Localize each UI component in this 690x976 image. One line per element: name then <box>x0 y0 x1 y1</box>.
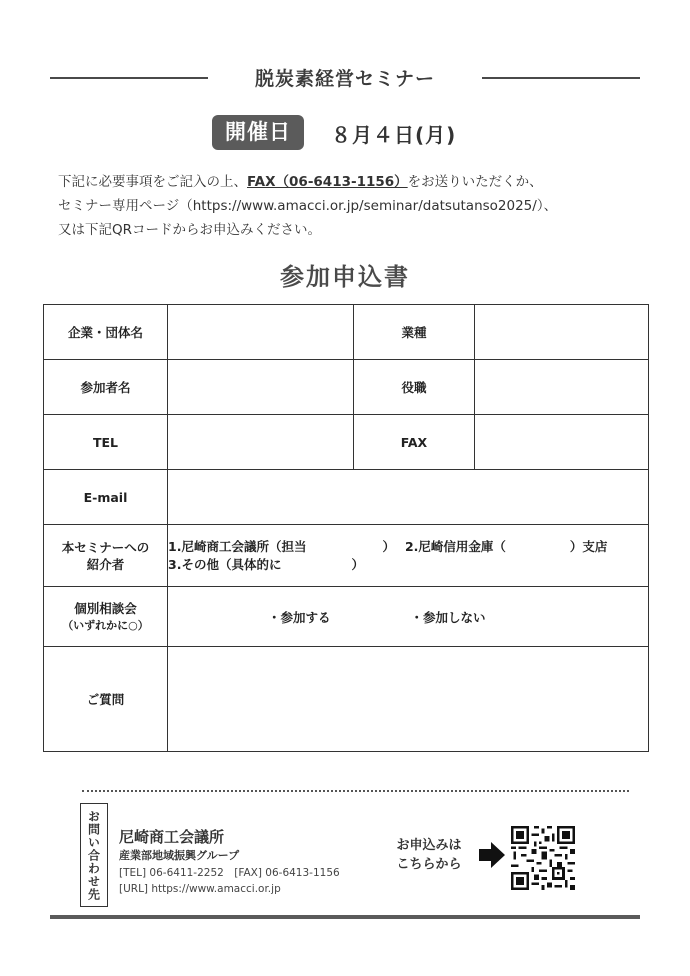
footer-divider <box>82 790 629 792</box>
label-referrer-line2: 紹介者 <box>86 556 125 572</box>
label-consult-line1: 個別相談会 <box>74 600 137 616</box>
referrer-opt3-close: ） <box>351 556 364 572</box>
fax-field[interactable] <box>475 415 649 470</box>
tel-field[interactable] <box>168 415 354 470</box>
org-name: 尼崎商工会議所 <box>119 828 225 846</box>
form-title: 参加申込書 <box>280 263 410 291</box>
industry-field[interactable] <box>475 305 649 360</box>
label-consultation <box>44 587 168 647</box>
date-badge: 開催日 <box>212 115 304 150</box>
event-date: ８月４日(月) <box>331 123 457 147</box>
seminar-title: 脱炭素経営セミナー <box>254 68 435 90</box>
position-field[interactable] <box>475 360 649 415</box>
intro-line-2: セミナー専用ページ（https://www.amacci.or.jp/seminar/datsutanso2025/）、 <box>58 198 558 214</box>
contact-label: お問い合わせ先 <box>86 809 101 901</box>
contact-label-box <box>80 803 108 907</box>
qr-code-icon[interactable] <box>511 826 575 890</box>
header-rule-right <box>482 77 640 79</box>
participant-field[interactable] <box>168 360 354 415</box>
org-url[interactable]: [URL] https://www.amacci.or.jp <box>119 883 281 895</box>
label-fax: FAX <box>354 415 475 470</box>
label-company: 企業・団体名 <box>44 305 168 360</box>
apply-cta <box>384 836 474 874</box>
company-field[interactable] <box>168 305 354 360</box>
application-form <box>43 304 649 752</box>
bottom-bar <box>50 915 640 919</box>
label-industry: 業種 <box>354 305 475 360</box>
intro-line1-before: 下記に必要事項をご記入の上、 <box>58 174 247 190</box>
referrer-row-1 <box>168 538 648 556</box>
label-questions: ご質問 <box>44 647 168 752</box>
fax-number: FAX（06-6413-1156） <box>247 174 408 190</box>
apply-cta-line2: こちらから <box>396 857 462 872</box>
referrer-opt3: 3.その他（具体的に <box>168 556 282 572</box>
intro-line-1 <box>58 170 668 194</box>
label-referrer <box>44 525 168 587</box>
label-participant: 参加者名 <box>44 360 168 415</box>
referrer-opt1-close: ） <box>382 538 395 554</box>
org-tel-fax: [TEL] 06-6411-2252 [FAX] 06-6413-1156 <box>119 867 340 879</box>
consult-option-attend[interactable]: ・参加する <box>268 609 331 625</box>
label-referrer-line1: 本セミナーへの <box>61 539 150 555</box>
consult-option-not-attend[interactable]: ・参加しない <box>410 609 486 625</box>
referrer-opt1: 1.尼崎商工会議所（担当 <box>168 538 307 554</box>
label-email: E-mail <box>44 470 168 525</box>
consultation-field <box>168 587 649 647</box>
label-tel: TEL <box>44 415 168 470</box>
apply-cta-line1: お申込みは <box>396 838 462 853</box>
referrer-row-2 <box>168 556 648 574</box>
label-consult-line2: （いずれかに○） <box>62 618 149 632</box>
referrer-opt2-close: ）支店 <box>569 538 608 554</box>
questions-field[interactable] <box>168 647 649 752</box>
label-position: 役職 <box>354 360 475 415</box>
referrer-field[interactable] <box>168 525 649 587</box>
right-arrow-icon <box>477 840 507 870</box>
intro-line1-after: をお送りいただくか、 <box>407 174 543 190</box>
intro-text <box>58 170 668 242</box>
email-field[interactable] <box>168 470 649 525</box>
org-department: 産業部地域振興グループ <box>119 849 240 862</box>
referrer-opt2: 2.尼崎信用金庫（ <box>404 538 506 554</box>
intro-line-3: 又は下記QRコードからお申込みください。 <box>58 222 322 238</box>
